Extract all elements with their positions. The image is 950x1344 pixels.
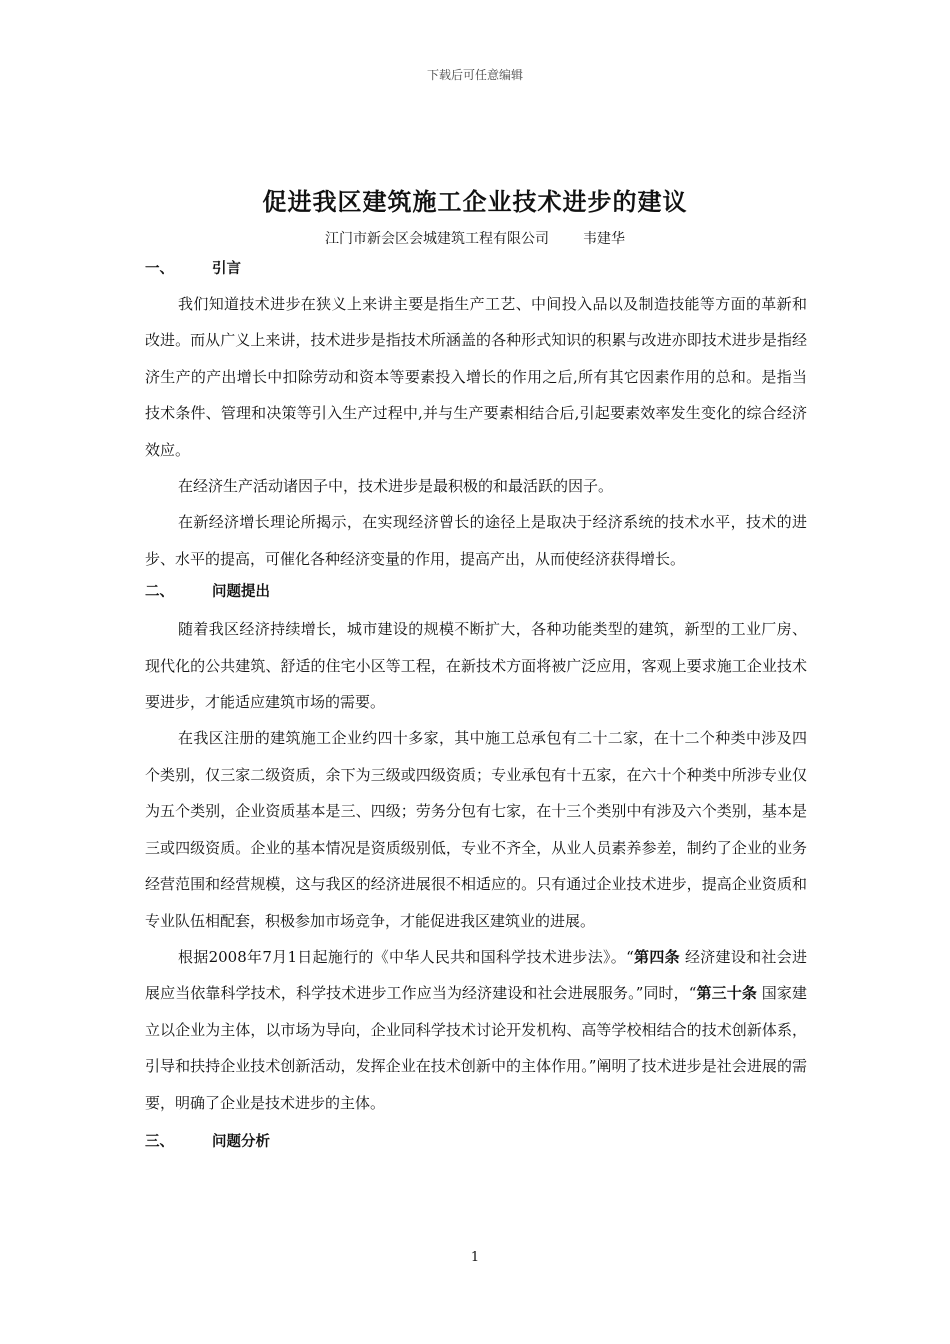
- author-name: 韦建华: [583, 231, 625, 247]
- paragraph: 随着我区经济持续增长，城市建设的规模不断扩大，各种功能类型的建筑，新型的工业厂房、现代化的公共建筑、舒适的住宅小区等工程，在新技术方面将被广泛应用，客观上要求施工企业技术要进步，才能适应建筑市场的需要。: [145, 620, 807, 712]
- author-company: 江门市新会区会城建筑工程有限公司: [325, 231, 549, 247]
- document-title: 促进我区建筑施工企业技术进步的建议: [262, 188, 688, 216]
- law-paragraph: [145, 939, 807, 1121]
- paragraph: 在经济生产活动诸因子中，技术进步是最积极的和最活跃的因子。: [178, 477, 614, 496]
- article-30-label: 第三十条: [696, 984, 757, 1003]
- section-number: 一、: [145, 261, 174, 277]
- paragraph: 在我区注册的建筑施工企业约四十多家，其中施工总承包有二十二家，在十二个种类中涉及四个类别，仅三家二级资质，余下为三级或四级资质；专业承包有十五家，在六十个种类中所涉专业仅为五个类别，企业资质基本是三、四级；劳务分包有七家，在十三个类别中有涉及六个类别，基本是三或四级资质。企业的基本情况是资质级别低，专业不齐全，从业人员素养参差，制约了企业的业务经营范围和经营规模，这与我区的经济进展很不相适应的。只有通过企业技术进步，提高企业资质和专业队伍相配套，积极参加市场竞争，才能促进我区建筑业的进展。: [145, 729, 807, 930]
- author-line: [0, 228, 950, 248]
- paragraph: 我们知道技术进步在狭义上来讲主要是指生产工艺、中间投入品以及制造技能等方面的革新和改进。而从广义上来讲，技术进步是指技术所涵盖的各种形式知识的积累与改进亦即技术进步是指经济生产的产出增长中扣除劳动和资本等要素投入增长的作用之后,所有其它因素作用的总和。是指当技术条件、管理和决策等引入生产过程中,并与生产要素相结合后,引起要素效率发生变化的综合经济效应。: [145, 295, 807, 459]
- section-heading-2: [145, 579, 807, 605]
- section-label: 引言: [212, 261, 241, 277]
- paragraph: 在新经济增长理论所揭示，在实现经济曾长的途径上是取决于经济系统的技术水平，技术的进步、水平的提高，可催化各种经济变量的作用，提高产出，从而使经济获得增长。: [145, 513, 807, 568]
- law-text: 经济建设和社会进展应当依靠科学技术，科学技术进步工作应当为经济建设和社会进展服务。”同时，“: [145, 947, 807, 1003]
- section-label: 问题分析: [212, 1133, 270, 1150]
- section-heading-1: [145, 256, 807, 282]
- law-text: 根据2008年7月1日起施行的《中华人民共和国科学技术进步法》。“: [178, 947, 634, 966]
- section-number: 二、: [145, 584, 174, 601]
- document-body: [145, 256, 807, 1155]
- section-label: 问题提出: [212, 584, 270, 601]
- article-4-label: 第四条: [633, 947, 680, 966]
- section-number: 三、: [145, 1133, 174, 1150]
- law-text: 国家建立以企业为主体，以市场为导向，企业同科学技术讨论开发机构、高等学校相结合的技术创新体系，引导和扶持企业技术创新活动，发挥企业在技术创新中的主体作用。”阐明了技术进步是社会进展的需要，明确了企业是技术进步的主体。: [145, 984, 807, 1112]
- page-number: 1: [470, 1250, 480, 1265]
- header-note: 下载后可任意编辑: [426, 68, 523, 82]
- section-heading-3: [145, 1129, 807, 1155]
